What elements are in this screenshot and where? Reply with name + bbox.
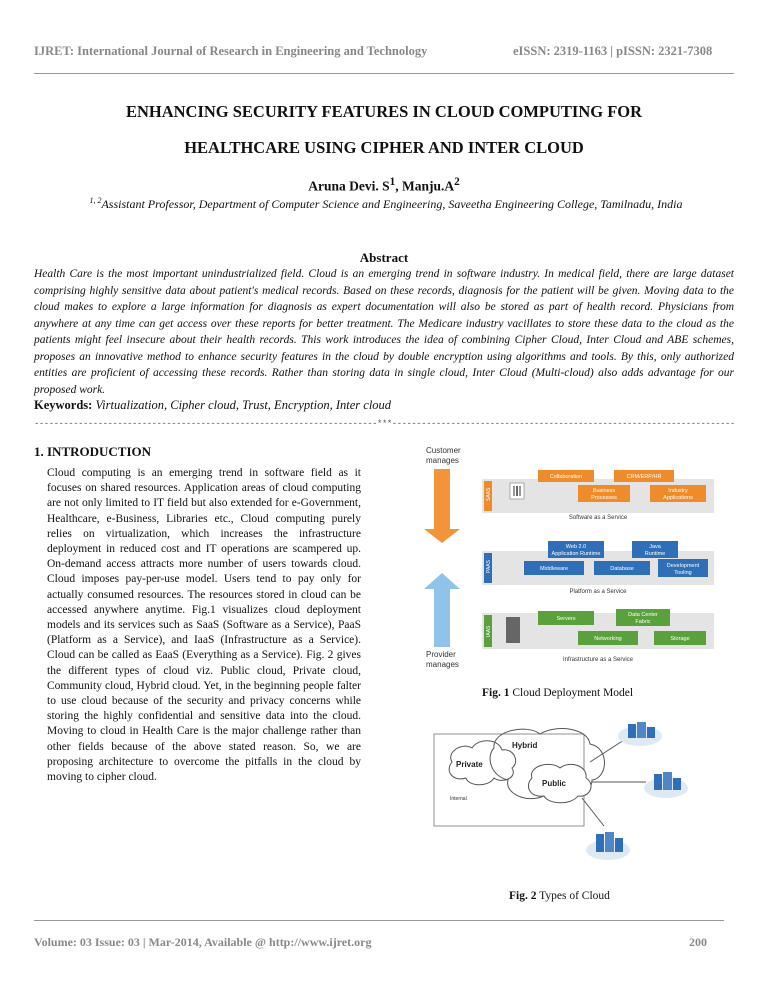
iaas-label: Infrastructure as a Service xyxy=(562,657,634,663)
building-icon xyxy=(628,724,636,738)
fig-2-caption-text: Types of Cloud xyxy=(536,890,610,902)
saas-label: Software as a Service xyxy=(568,515,628,521)
saas-tag: SAAS xyxy=(486,487,492,501)
fig-2-number: Fig. 2 xyxy=(509,890,537,902)
figure-2-types-of-cloud xyxy=(432,722,722,882)
footer-volume: Volume: 03 Issue: 03 | Mar-2014, Available @ http://www.ijret.org xyxy=(34,935,372,949)
building-icon xyxy=(596,834,604,852)
paper-title xyxy=(40,94,728,166)
paas-runtime: Application Runtime xyxy=(551,551,601,557)
hybrid-label: Hybrid xyxy=(512,741,538,750)
affiliation-sup: 1, 2 xyxy=(89,196,102,205)
iaas-storage: Storage xyxy=(670,636,690,642)
intro-heading: 1. INTRODUCTION xyxy=(34,444,152,459)
saas-industry: Industry xyxy=(668,488,688,494)
building-icon xyxy=(654,774,662,790)
provider-label-2: manages xyxy=(426,660,459,669)
saas-crm: CRM/ERP/HR xyxy=(626,474,662,480)
building-icon xyxy=(663,772,672,790)
paas-tooling: Tooling xyxy=(674,570,692,576)
fig-2-caption xyxy=(509,890,610,902)
abstract-heading: Abstract xyxy=(359,250,409,265)
figure-1-cloud-deployment-model xyxy=(418,443,718,675)
author-2: Manju.A xyxy=(402,178,455,194)
paas-development: Development xyxy=(666,563,700,569)
author-separator: , xyxy=(395,178,402,194)
intro-text: Cloud computing is an emerging trend in software field as it focuses on shared resources. Application areas of cloud computing are not only limited to IT field but also extended for e-Government, Healthcare, e-Business, Libraries etc., Cloud computing purely relies on virtualization, which increases the infrastructure deployment in reduced cost and IT operations are scampered up. On-demand access attracts more number of users towards cloud. Cloud imposes pay-per-use model. Users tend to pay only for actually consumed resources. The resources stored in cloud can be accessed anywhere anytime. Fig.1 visualizes cloud deployment models and its services such as SaaS (Software as a Service), PaaS (Platform as a Service), and IaaS (Infrastructure as a Service). Cloud can be called as EaaS (Everything as a Service). Fig. 2 gives the different types of cloud viz. Public cloud, Private cloud, Community cloud, Hybrid cloud. Yet, in the beginning people falter to use cloud because of the security and privacy concerns while storing the highly confidential and sensitive data into the cloud. Moving to cloud in Health Care is the major challenge rather than other fields because of the above stated reason. So, we are proposing architecture to overcome the pitfalls in the cloud by moving to cipher cloud. xyxy=(47,467,361,784)
title-line-2: HEALTHCARE USING CIPHER AND INTER CLOUD xyxy=(184,138,584,157)
paas-java-runtime: Runtime xyxy=(644,551,666,557)
iaas-networking: Networking xyxy=(594,636,622,642)
iaas-servers: Servers xyxy=(556,616,576,622)
keywords xyxy=(34,398,391,413)
customer-label-1: Customer xyxy=(426,446,461,455)
building-icon xyxy=(605,832,614,852)
affiliation xyxy=(56,193,716,212)
fig-1-caption-text: Cloud Deployment Model xyxy=(509,687,634,699)
paas-java: Java xyxy=(649,544,661,550)
authors xyxy=(0,176,768,195)
footer-rule xyxy=(34,920,724,921)
saas-business: Business xyxy=(592,488,616,494)
saas-applications: Applications xyxy=(663,495,693,501)
affiliation-text: Assistant Professor, Department of Computer Science and Engineering, Saveetha Engineering College, Tamilnadu, India xyxy=(101,197,683,211)
iaas-fabric: Fabric xyxy=(635,619,651,625)
provider-label-1: Provider xyxy=(426,650,456,659)
public-label: Public xyxy=(542,779,567,788)
title-line-1: ENHANCING SECURITY FEATURES IN CLOUD COMPUTING FOR xyxy=(125,102,643,121)
building-icon xyxy=(615,838,623,852)
keywords-label: Keywords: xyxy=(34,398,93,412)
issn-header: eISSN: 2319-1163 | pISSN: 2321-7308 xyxy=(513,44,713,58)
paas-web: Web 2.0 xyxy=(565,544,587,550)
building-icon xyxy=(637,722,646,738)
saas-processes: Processes xyxy=(591,495,617,501)
section-separator: ----------------------------------------------------------------------***---------------------------------------------------------------------- xyxy=(34,419,735,429)
connector-line xyxy=(582,798,604,826)
fig-1-number: Fig. 1 xyxy=(482,687,510,699)
journal-header: IJRET: International Journal of Research in Engineering and Technology xyxy=(34,44,428,58)
paas-database: Database xyxy=(610,566,634,572)
saas-collaboration: Collaboration xyxy=(549,474,583,480)
author-1-sup: 1 xyxy=(389,176,396,188)
paas-tag: PAAS xyxy=(486,560,492,573)
provider-arrow-icon xyxy=(424,573,460,647)
customer-label-2: manages xyxy=(426,456,459,465)
private-label: Private xyxy=(456,760,483,769)
server-rack-icon xyxy=(506,617,520,643)
paas-middleware: Middleware xyxy=(539,566,569,572)
paas-label: Platform as a Service xyxy=(569,589,627,595)
building-icon xyxy=(647,727,655,738)
author-1: Aruna Devi. S xyxy=(308,178,390,194)
customer-arrow-icon xyxy=(424,469,460,543)
abstract-text: Health Care is the most important unindustrialized field. Cloud is an emerging trend in software industry. In medical field, there are large dataset comprising highly sensitive data about patient's medical records. Based on these records, diagnosis for the patient will be given. Moving data to the cloud makes to explore a large information for diagnosis as expert documentation will also be stored as part of health record. Physicians from anywhere at any time can get access over these reports for better treatment. The Medicare industry vacillates to store these data to the cloud as the patients might feel insecure about their health records. This work introduces the idea of combining Cipher Cloud, Inter Cloud and ABE schemes, proposes an innovative method to enhance security features in the cloud by double encryption using algorithms and tools. By this, only authorized entities are proficient of accessing these records. Rather than storing data in single cloud, Inter Cloud (Multi-cloud) also adds advantage for our proposed work. xyxy=(34,268,734,396)
iaas-tag: IAAS xyxy=(486,625,492,637)
connector-line xyxy=(590,740,624,762)
building-icon xyxy=(673,778,681,790)
author-2-sup: 2 xyxy=(454,176,460,188)
internal-label: Internal xyxy=(450,796,467,802)
page-number: 200 xyxy=(689,935,707,949)
fig-1-caption xyxy=(482,687,633,699)
iaas-datacenter: Data Center xyxy=(628,612,658,618)
keywords-text: Virtualization, Cipher cloud, Trust, Encryption, Inter cloud xyxy=(95,398,392,412)
header-rule xyxy=(34,73,734,74)
